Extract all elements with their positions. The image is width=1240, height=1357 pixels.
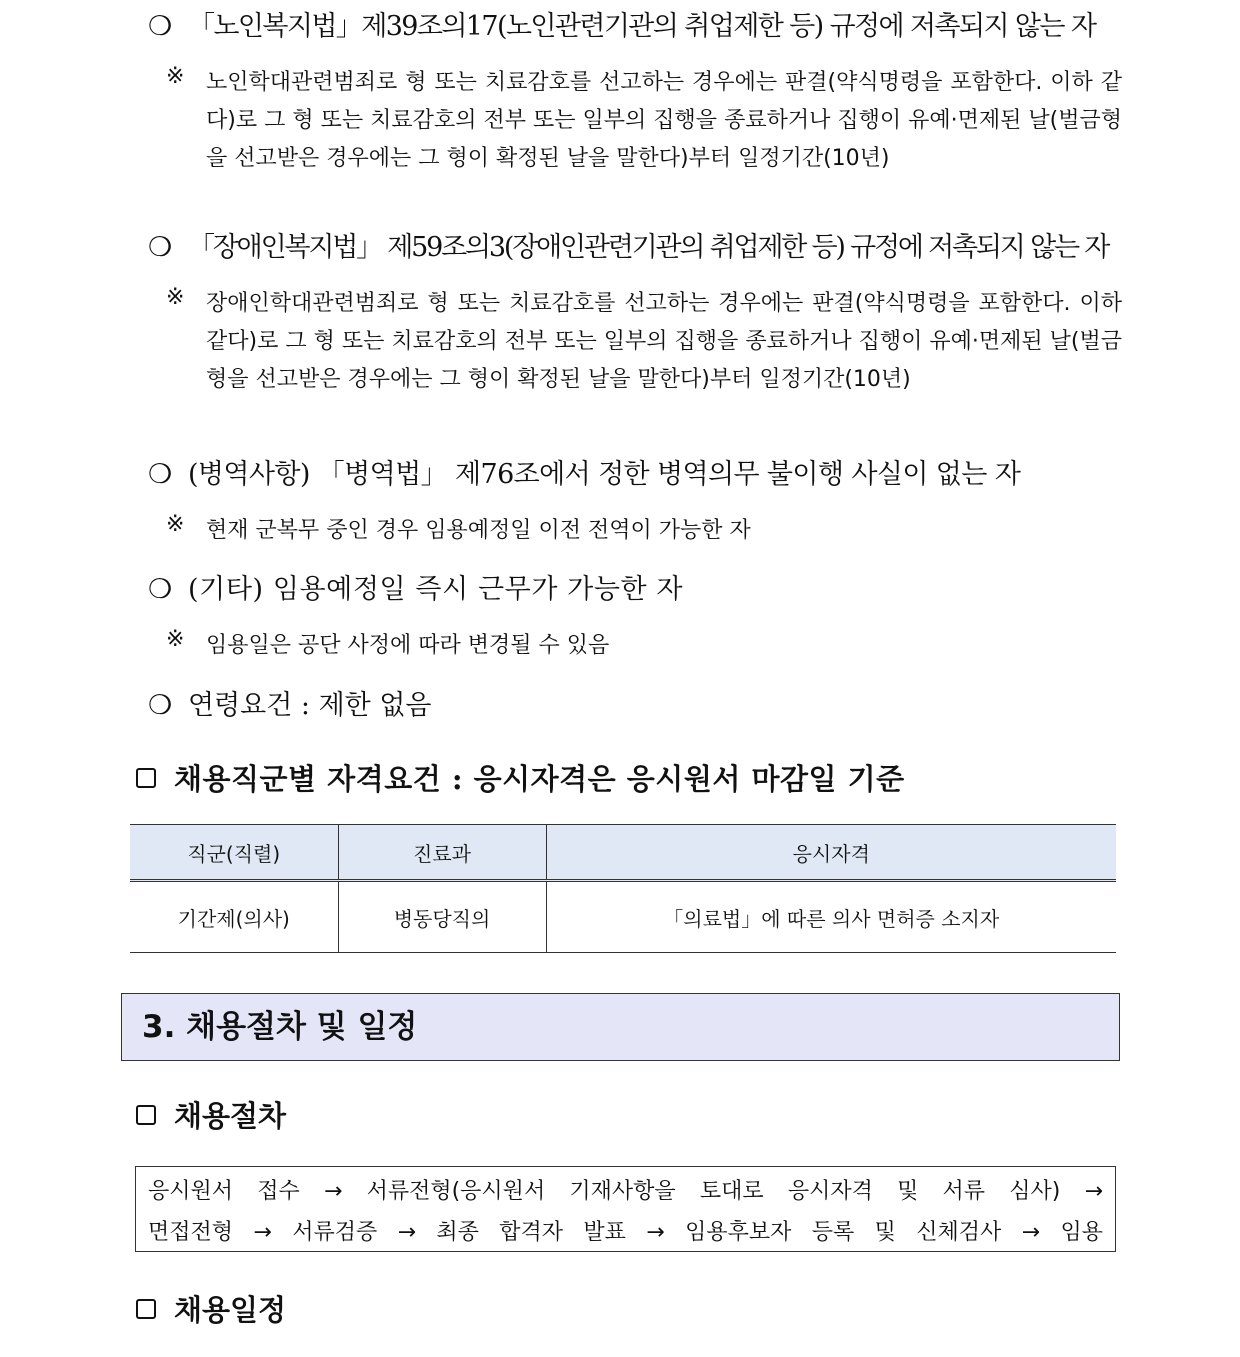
qualification-heading [136,762,905,796]
note-text: 노인학대관련범죄로 형 또는 치료감호를 선고하는 경우에는 판결(약식명령을 포함한다. 이하 같다)로 그 형 또는 치료감호의 전부 또는 일부의 집행을 종료하거나 집행이 유예·면제된 날(벌금형을 선고받은 경우에는 그 형이 확정된 날을 말한다)부터 일정기간(10년) [206,70,1122,171]
circle-bullet-icon: ❍ [148,11,173,42]
procedure-heading [136,1099,286,1133]
note-disability-welfare [166,285,1122,399]
circle-bullet-icon: ❍ [148,232,173,263]
schedule-heading [136,1293,286,1327]
checkbox-square-icon [136,1299,156,1319]
note-text: 현재 군복무 중인 경우 임용예정일 이전 전역이 가능한 자 [206,518,751,543]
header-department: 진료과 [338,825,546,881]
note-availability [166,627,1122,665]
cell-department: 병동당직의 [338,881,546,953]
table-header-row [130,825,1116,881]
criterion-text: (병역사항) 「병역법」 제76조에서 정한 병역의무 불이행 사실이 없는 자 [188,459,1021,490]
note-text: 임용일은 공단 사정에 따라 변경될 수 있음 [206,633,610,658]
criterion-text: 연령요건 : 제한 없음 [188,690,432,721]
procedure-line-1: 응시원서 접수 → 서류전형(응시원서 기재사항을 토대로 응시자격 및 서류 심사) → [148,1179,1103,1204]
note-military-service [166,512,1122,550]
reference-mark-icon: ※ [166,627,185,652]
criterion-text: (기타) 임용예정일 즉시 근무가 가능한 자 [188,574,684,605]
schedule-heading-text: 채용일정 [174,1293,287,1327]
checkbox-square-icon [136,768,156,788]
cell-job-group: 기간제(의사) [130,881,338,953]
circle-bullet-icon: ❍ [148,574,173,605]
qualification-heading-text: 채용직군별 자격요건 : 응시자격은 응시원서 마감일 기준 [174,762,905,796]
reference-mark-icon: ※ [166,512,185,537]
header-job-group: 직군(직렬) [130,825,338,881]
section-title: 3. 채용절차 및 일정 [121,993,1120,1061]
procedure-heading-text: 채용절차 [174,1099,287,1133]
note-elderly-welfare [166,64,1122,178]
procedure-flow-box [135,1166,1116,1252]
criterion-availability [148,573,1123,607]
criterion-elderly-welfare [148,10,1123,44]
criterion-age [148,689,1123,723]
checkbox-square-icon [136,1105,156,1125]
circle-bullet-icon: ❍ [148,690,173,721]
criterion-text: 「장애인복지법」 제59조의3(장애인관련기관의 취업제한 등) 규정에 저촉되지 않는 자 [188,232,1109,263]
header-qualification: 응시자격 [546,825,1116,881]
criterion-text: 「노인복지법」제39조의17(노인관련기관의 취업제한 등) 규정에 저촉되지 않는 자 [188,11,1096,42]
note-text: 장애인학대관련범죄로 형 또는 치료감호를 선고하는 경우에는 판결(약식명령을 포함한다. 이하 같다)로 그 형 또는 치료감호의 전부 또는 일부의 집행을 종료하거나 집행이 유예·면제된 날(벌금형을 선고받은 경우에는 그 형이 확정된 날을 말한다)부터 일정기간(10년) [206,291,1122,392]
cell-qualification: 「의료법」에 따른 의사 면허증 소지자 [546,881,1116,953]
circle-bullet-icon: ❍ [148,459,173,490]
criterion-disability-welfare [148,231,1123,265]
procedure-line-2: 면접전형 → 서류검증 → 최종 합격자 발표 → 임용후보자 등록 및 신체검사 → 임용 [148,1220,1103,1245]
criterion-military-service [148,458,1123,492]
table-row [130,881,1116,953]
qualification-table [130,824,1116,953]
reference-mark-icon: ※ [166,64,185,89]
reference-mark-icon: ※ [166,285,185,310]
